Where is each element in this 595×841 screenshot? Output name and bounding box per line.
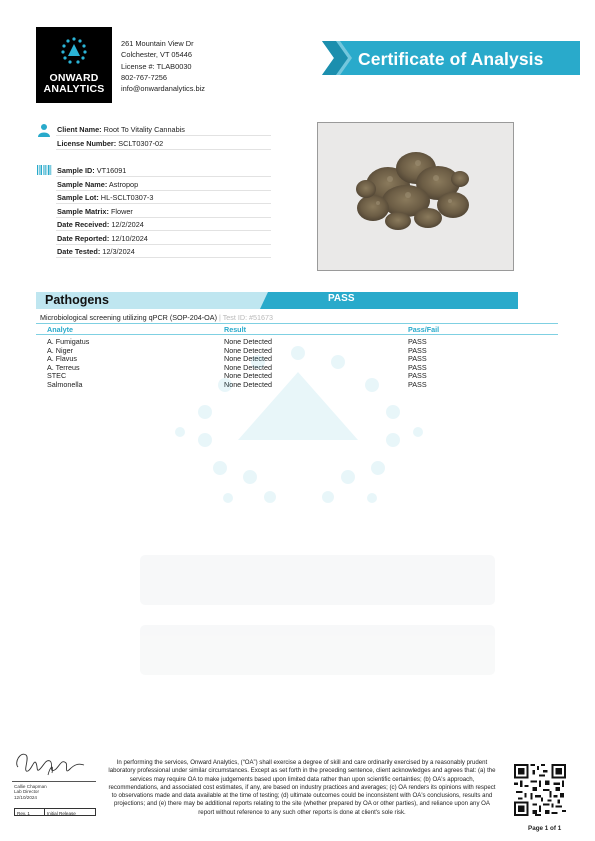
analyte-cell: STEC <box>47 371 67 380</box>
sample-lot-value: HL-SCLT0307-3 <box>100 193 154 202</box>
certificate-title: Certificate of Analysis <box>358 49 544 69</box>
result-cell: None Detected <box>224 371 272 380</box>
qr-code-icon[interactable] <box>514 764 566 816</box>
signatory-name: Callie Chapman <box>14 784 47 789</box>
lab-address-line1: 261 Mountain View Dr <box>121 39 194 48</box>
result-cell: None Detected <box>224 345 272 355</box>
signature-image <box>12 745 92 781</box>
date-reported-field: Date Reported: 12/10/2024 <box>57 234 148 243</box>
passfail-cell: PASS <box>408 362 427 372</box>
test-id: | Test ID: #51673 <box>216 313 274 322</box>
col-header-analyte: Analyte <box>47 325 73 334</box>
date-tested-value: 12/3/2024 <box>102 247 135 256</box>
client-license-value: SCLT0307-02 <box>118 139 164 148</box>
sample-photo <box>317 122 514 271</box>
revision-box <box>14 808 96 816</box>
date-received-value: 12/2/2024 <box>111 220 144 229</box>
analyte-cell: A. Terreus <box>47 362 80 372</box>
lab-address-line2: Colchester, VT 05446 <box>121 50 192 60</box>
lab-email: info@onwardanalytics.biz <box>121 84 205 94</box>
revision-number: Rev. 1 <box>17 810 30 816</box>
logo-line2: ANALYTICS <box>43 83 105 95</box>
result-cell: None Detected <box>224 354 272 363</box>
date-reported-value: 12/10/2024 <box>111 234 148 243</box>
sample-lot-field: Sample Lot: HL-SCLT0307-3 <box>57 193 154 202</box>
passfail-cell: PASS <box>408 345 427 355</box>
lab-address-block <box>121 38 205 94</box>
pathogens-method <box>40 313 273 322</box>
analyte-cell: A. Flavus <box>47 354 77 363</box>
sample-name-value: Astropop <box>108 180 139 189</box>
client-license-field: License Number: SCLT0307-02 <box>57 139 164 148</box>
sample-matrix-value: Flower <box>110 207 133 216</box>
analyte-cell: A. Fumigatus <box>47 337 90 346</box>
pathogens-status: PASS <box>328 293 355 304</box>
passfail-cell: PASS <box>408 371 427 380</box>
result-cell: None Detected <box>224 379 272 389</box>
client-name-field: Client Name: Root To Vitality Cannabis <box>57 125 185 134</box>
certificate-banner <box>322 41 580 75</box>
col-header-passfail: Pass/Fail <box>408 325 440 334</box>
barcode-icon <box>37 165 52 175</box>
disclaimer-text: In performing the services, Onward Analytics, (“OA”) shall exercise a degree of skill and care ordinarily exercised by a reasonably prudent laboratory professional under similar circumstances. Except as set forth in the preceding sentence, client acknowledges and agrees that: (a) the services may require OA to make judgements based upon limited data rather than upon scientific certainties; (b) OA's approach, recommendations, and associated cost estimates, if any, are based on industry practices and averages; (c) OA renders its opinions with respect to observations made and data available at the time of testing; (d) ultimate outcomes could be inconsistent with OA's conclusions, results and projections; and (e) there may be additional reports relating to the site (whether prepared by OA or other parties), and reliance upon any OA report without reference to any such other reports is done at client's sole risk. <box>108 759 496 816</box>
signatory-title: Lab Director <box>14 789 40 795</box>
pathogens-section-bar <box>36 292 518 309</box>
result-cell: None Detected <box>224 362 272 372</box>
analyte-cell: A. Niger <box>47 345 73 355</box>
signature-line <box>12 781 96 782</box>
revision-note: Initial Release <box>47 810 76 816</box>
date-tested-field: Date Tested: 12/3/2024 <box>57 247 135 256</box>
analyte-cell: Salmonella <box>47 379 83 389</box>
col-header-result: Result <box>224 325 246 334</box>
result-cell: None Detected <box>224 337 272 346</box>
logo-line1: ONWARD <box>49 72 99 84</box>
passfail-cell: PASS <box>408 379 427 389</box>
onward-analytics-logo <box>36 27 112 103</box>
sample-id-value: VT16091 <box>96 166 127 175</box>
person-icon <box>38 123 50 137</box>
sample-matrix-field: Sample Matrix: Flower <box>57 207 133 216</box>
client-name-value: Root To Vitality Cannabis <box>103 125 185 134</box>
lab-phone: 802-767-7256 <box>121 72 168 82</box>
sample-name-field: Sample Name: Astropop <box>57 180 139 189</box>
lab-license: License #: TLAB0030 <box>121 61 192 71</box>
pathogens-title: Pathogens <box>45 293 109 307</box>
method-text: Microbiological screening utilizing qPCR (SOP-204-OA) <box>40 313 217 322</box>
date-received-field: Date Received: 12/2/2024 <box>57 220 144 229</box>
signatory-block <box>14 784 47 800</box>
page-number: Page 1 of 1 <box>528 825 562 832</box>
signature-date: 12/10/2024 <box>14 794 37 800</box>
sample-id-field: Sample ID: VT16091 <box>57 166 127 175</box>
passfail-cell: PASS <box>408 354 427 363</box>
passfail-cell: PASS <box>408 337 427 346</box>
